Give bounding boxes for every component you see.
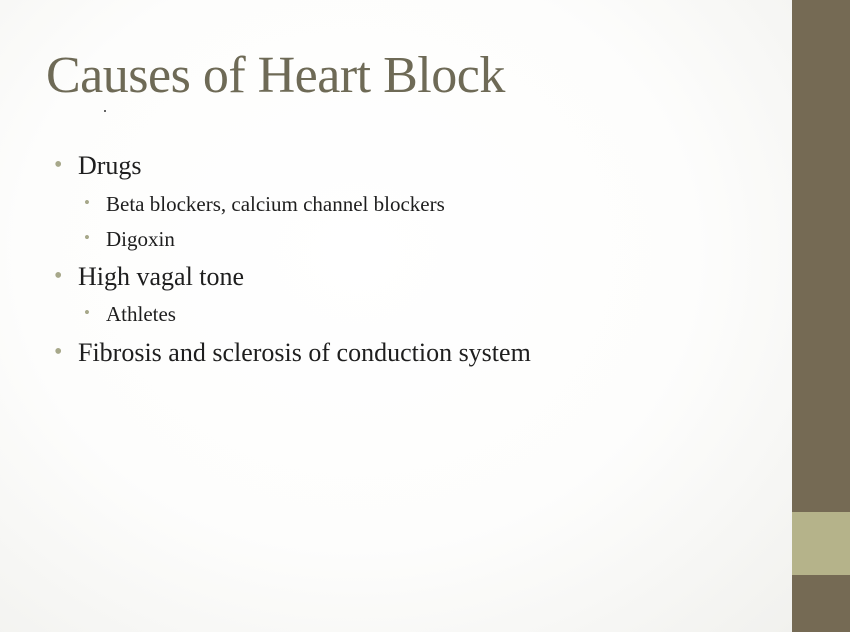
bullet-text: Drugs: [78, 151, 142, 180]
bullet-dot-icon: •: [84, 193, 90, 212]
bullet-item-fibrosis: [54, 338, 531, 368]
bullet-dot-icon: •: [54, 263, 63, 289]
bullet-text: High vagal tone: [78, 262, 245, 291]
bullet-dot-icon: •: [84, 228, 90, 247]
sub-bullet-digoxin: [84, 226, 175, 252]
sub-bullet-text: Beta blockers, calcium channel blockers: [106, 192, 445, 216]
decorative-sidebar-accent: [792, 512, 850, 575]
bullet-dot-icon: •: [54, 339, 63, 365]
sub-bullet-text: Athletes: [106, 302, 176, 326]
sub-bullet-beta-blockers: [84, 191, 445, 217]
bullet-item-vagal-tone: [54, 262, 245, 292]
bullet-dot-icon: •: [54, 152, 63, 178]
bullet-item-drugs: [54, 151, 142, 181]
sub-bullet-athletes: [84, 301, 176, 327]
sub-bullet-text: Digoxin: [106, 227, 175, 251]
slide-title: Causes of Heart Block: [46, 47, 505, 104]
bullet-text: Fibrosis and sclerosis of conduction system: [78, 338, 531, 367]
bullet-dot-icon: •: [84, 303, 90, 322]
